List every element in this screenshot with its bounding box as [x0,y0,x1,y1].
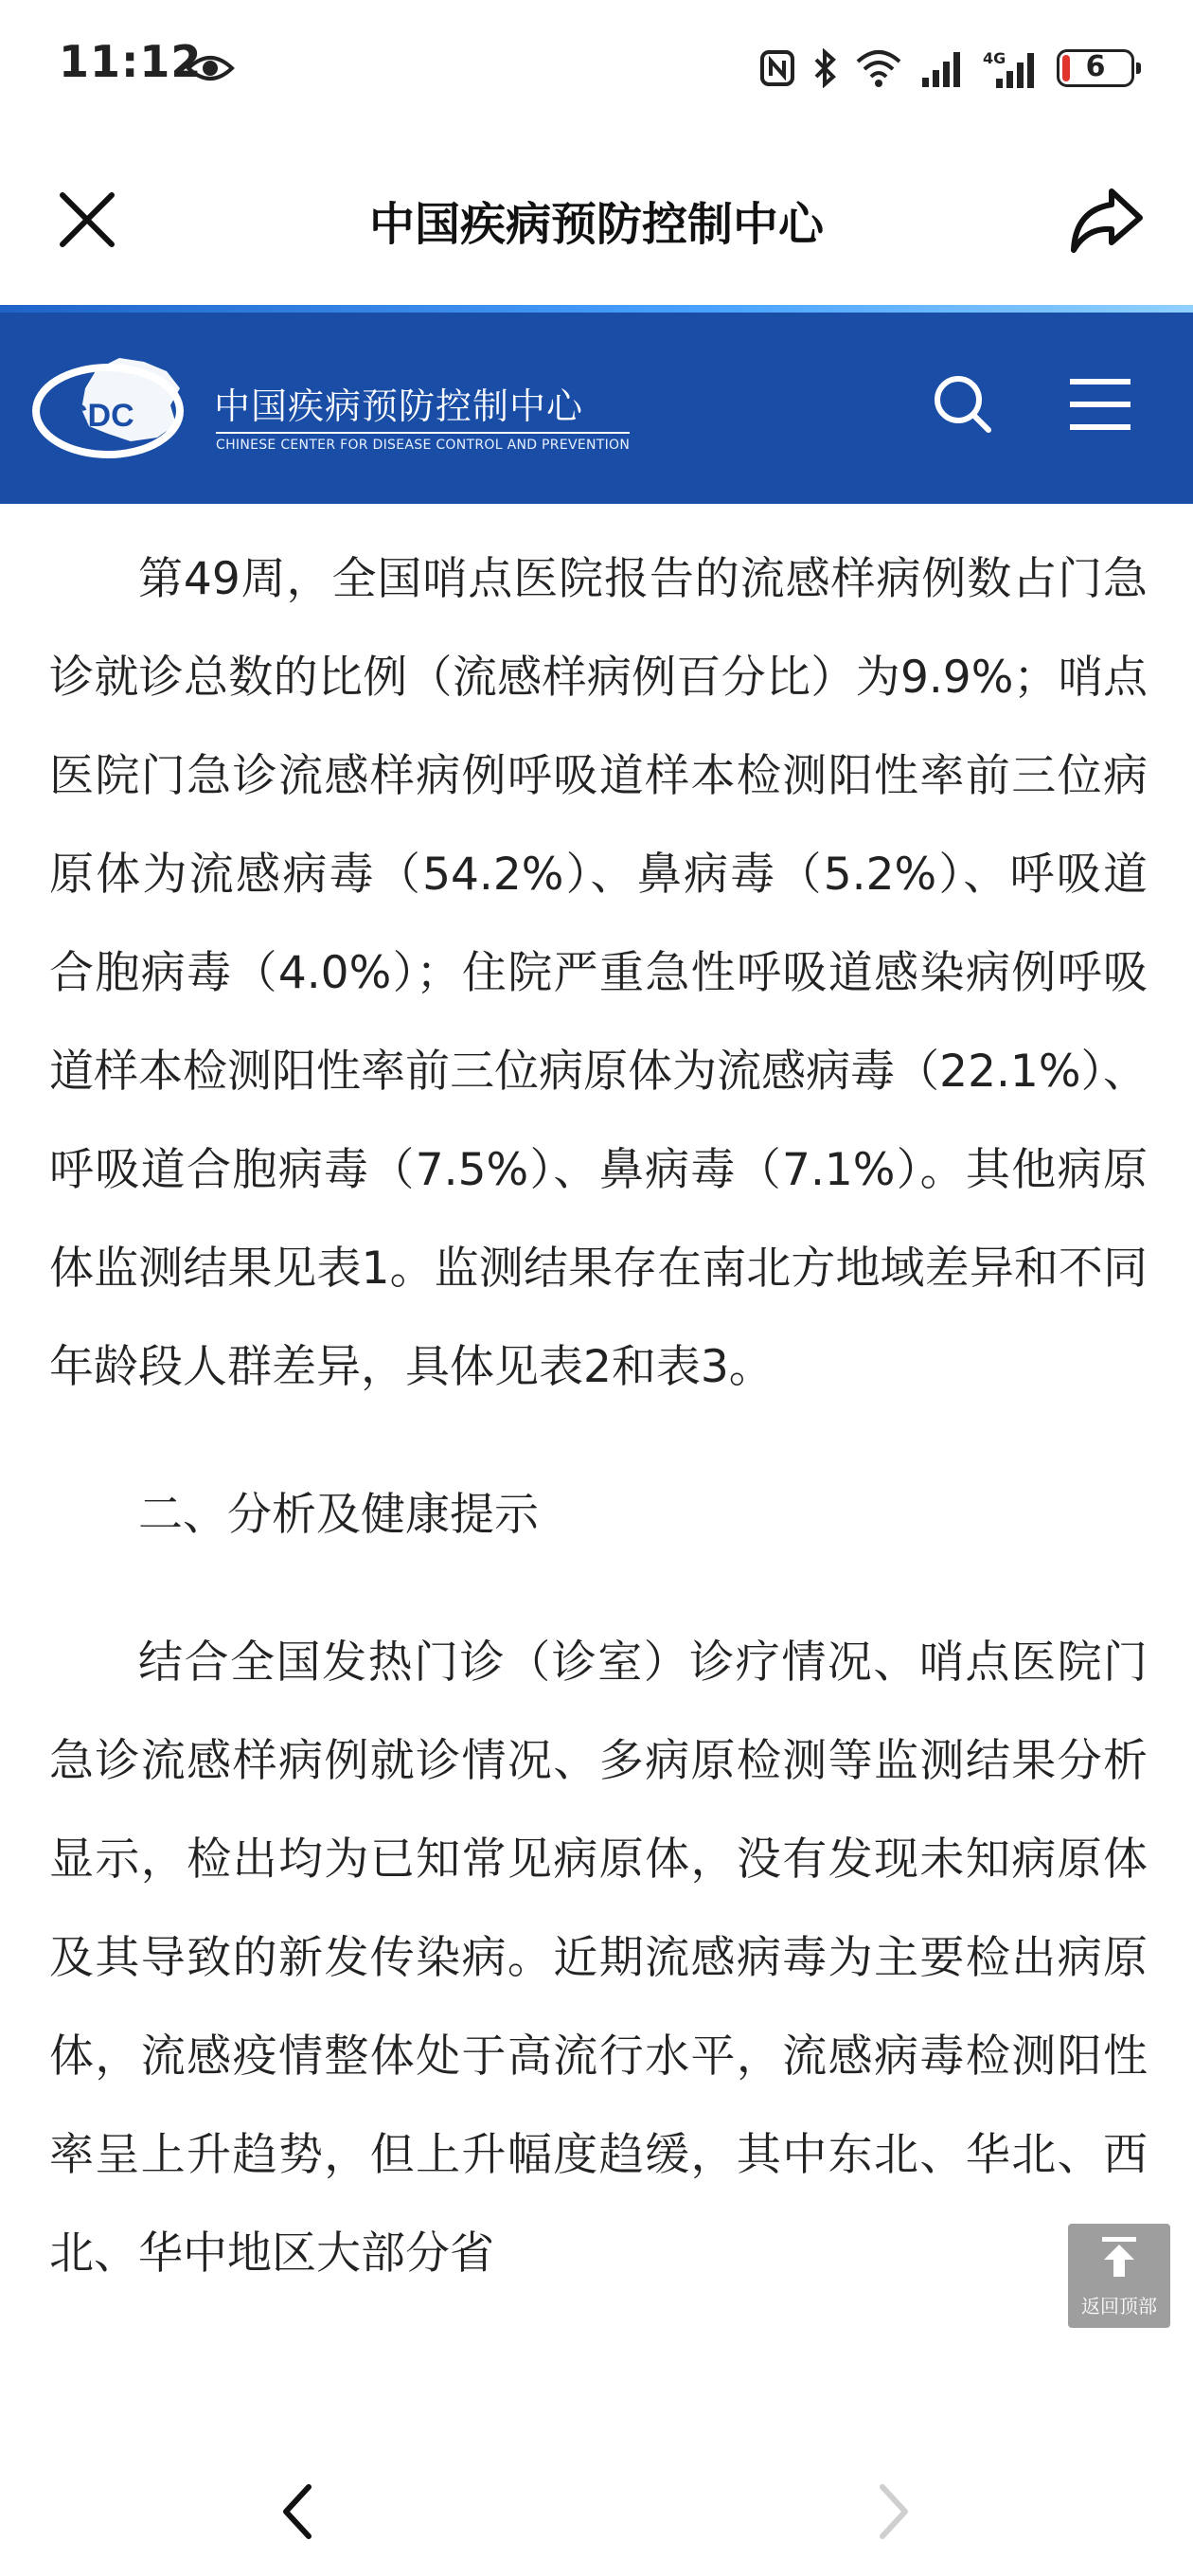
banner-stripe [0,305,1193,313]
bluetooth-icon [812,48,837,88]
back-to-top-label: 返回顶部 [1081,2295,1157,2317]
article-body [49,530,1148,2303]
article-paragraph: 第49周，全国哨点医院报告的流感样病例数占门急诊就诊总数的比例（流感样病例百分比）为9.9%；哨点医院门急诊流感样病例呼吸道样本检测阳性率前三位病原体为流感病毒（54.2%）、鼻病毒（5.2%）、呼吸道合胞病毒（4.0%）；住院严重急性呼吸道感染病例呼吸道样本检测阳性率前三位病原体为流感病毒（22.1%）、呼吸道合胞病毒（7.5%）、鼻病毒（7.1%）。其他病原体监测结果见表1。监测结果存在南北方地域差异和不同年龄段人群差异，具体见表2和表3。 [49,553,1148,1393]
section-heading: 二、分析及健康提示 [138,1489,539,1541]
page-title: 中国疾病预防控制中心 [368,198,824,251]
status-icons [759,42,1134,95]
arrow-up-icon [1100,2237,1138,2279]
signal-4g-icon [983,48,1040,88]
site-banner [0,305,1193,504]
menu-icon[interactable] [1068,375,1132,434]
article-paragraph: 结合全国发热门诊（诊室）诊疗情况、哨点医院门急诊流感样病例就诊情况、多病原检测等监测结果分析显示，检出均为已知常见病原体，没有发现未知病原体及其导致的新发传染病。近期流感病毒为主要检出病原体，流感疫情整体处于高流行水平，流感病毒检测阳性率呈上升趋势，但上升幅度趋缓，其中东北、华北、西北、华中地区大部分省 [49,1637,1148,2280]
eye-icon [186,49,235,87]
cdc-logo-text: CDC [64,398,134,434]
search-icon[interactable] [932,373,994,436]
status-time: 11:12 [59,36,203,87]
share-icon[interactable] [1066,182,1148,258]
site-name-cn: 中国疾病预防控制中心 [214,385,584,427]
wifi-icon [854,48,903,88]
signal-icon [920,49,966,87]
battery-icon [1057,49,1134,87]
chevron-right-icon[interactable] [858,2478,926,2546]
chevron-left-icon[interactable] [265,2478,333,2546]
battery-level: 6 [1085,50,1106,83]
back-to-top-button[interactable] [1068,2224,1170,2328]
app-header [0,133,1193,305]
bottom-nav [0,2443,1193,2576]
close-icon[interactable] [53,186,121,254]
site-name-en: CHINESE CENTER FOR DISEASE CONTROL AND PREVENTION [216,432,630,453]
cdc-logo[interactable] [28,343,199,466]
svg-text:4G: 4G [983,49,1006,67]
status-bar [0,0,1193,133]
nfc-icon [759,49,795,87]
